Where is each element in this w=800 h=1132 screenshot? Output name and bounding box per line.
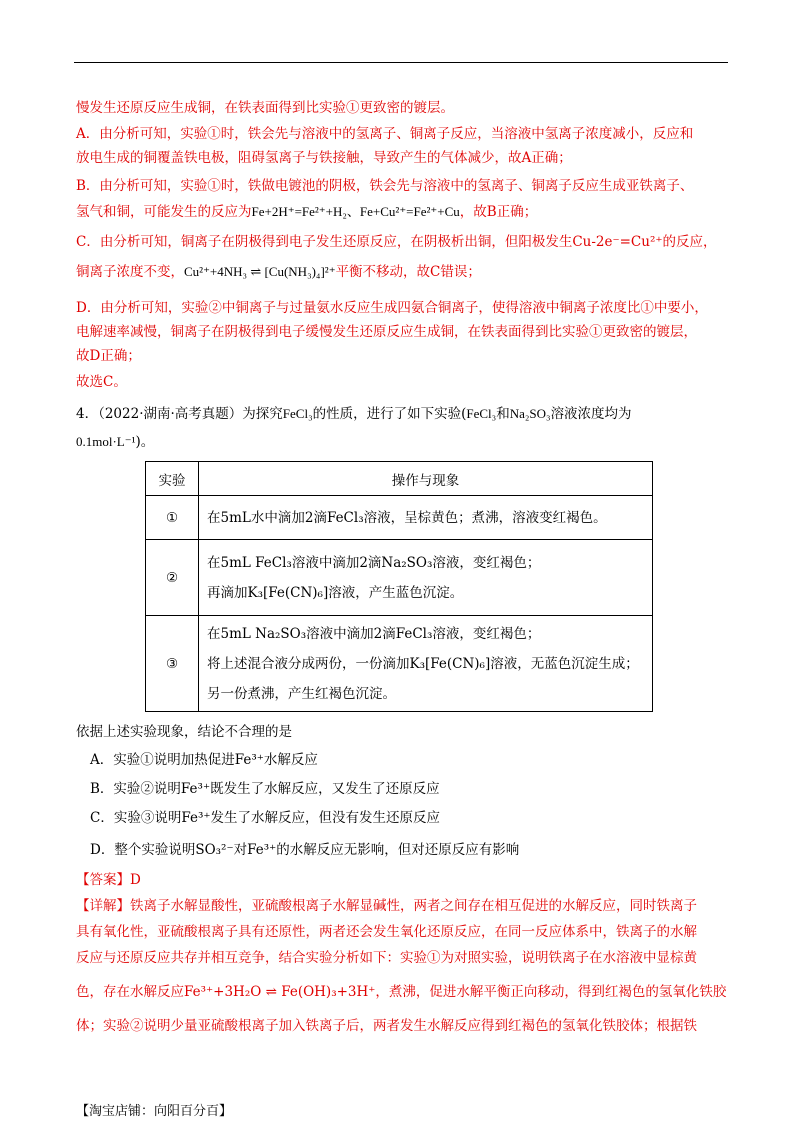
- experiment-description: 在5mL FeCl₃溶液中滴加2滴Na₂SO₃溶液，变红褐色； 再滴加K₃[Fe(CN)₆]溶液，产生蓝色沉淀。: [199, 540, 653, 616]
- explanation-line: 具有氧化性，亚硫酸根离子具有还原性，两者还会发生氧化还原反应，在同一反应体系中，铁离子的水解: [76, 924, 697, 940]
- question-4-line-1: 4．（2022·湖南·高考真题）为探究FeCl₃的性质，进行了如下实验(FeCl₃和Na₂SO₃溶液浓度均为: [76, 406, 632, 422]
- answer-label: 【答案】D: [76, 872, 141, 888]
- explanation-line: 【详解】铁离子水解显酸性，亚硫酸根离子水解显碱性，两者之间存在相互促进的水解反应，同时铁离子: [76, 898, 697, 914]
- choice-a: A．实验①说明加热促进Fe³⁺水解反应: [90, 752, 318, 768]
- equation-c: Cu²⁺+4NH₃ ⇌ [Cu(NH₃)₄]²⁺: [184, 264, 336, 279]
- table-row: [146, 616, 653, 712]
- choice-d: D．整个实验说明SO₃²⁻对Fe³⁺的水解反应无影响，但对还原反应有影响: [90, 842, 520, 858]
- experiment-description: 在5mL水中滴加2滴FeCl₃溶液，呈棕黄色；煮沸，溶液变红褐色。: [199, 496, 653, 540]
- choice-c: C．实验③说明Fe³⁺发生了水解反应，但没有发生还原反应: [90, 810, 440, 826]
- choice-b: B．实验②说明Fe³⁺既发生了水解反应，又发生了还原反应: [90, 781, 440, 797]
- option-b-line-1: B．由分析可知，实验①时，铁做电镀池的阴极，铁会先与溶液中的氢离子、铜离子反应生成亚铁离子、: [76, 178, 694, 194]
- option-a-line-2: 放电生成的铜覆盖铁电极，阻碍氢离子与铁接触，导致产生的气体减少，故A正确；: [76, 150, 572, 166]
- explanation-line: 体；实验②说明少量亚硫酸根离子加入铁离子后，两者发生水解反应得到红褐色的氢氧化铁胶体；根据铁: [76, 1018, 697, 1034]
- explanation-line: 色，存在水解反应Fe³⁺+3H₂O ⇌ Fe(OH)₃+3H⁺，煮沸，促进水解平衡正向移动，得到红褐色的氢氧化铁胶: [76, 984, 727, 1000]
- option-d-line-3: 故D正确；: [76, 348, 141, 364]
- question-4-line-2: 0.1mol·L⁻¹)。: [76, 434, 155, 450]
- experiment-table: [145, 461, 653, 712]
- option-d-line-2: 电解速率减慢，铜离子在阴极得到电子缓慢发生还原反应生成铜，在铁表面得到比实验①更致密的镀层，: [76, 324, 697, 340]
- option-b-line-2: 氢气和铜，可能发生的反应为Fe+2H⁺=Fe²⁺+H₂、Fe+Cu²⁺=Fe²⁺+Cu，故B正确；: [76, 204, 538, 220]
- experiment-description: 在5mL Na₂SO₃溶液中滴加2滴FeCl₃溶液，变红褐色； 将上述混合液分成两份，一份滴加K₃[Fe(CN)₆]溶液，无蓝色沉淀生成； 另一份煮沸，产生红褐色沉淀。: [199, 616, 653, 712]
- selection-line: 故选C。: [76, 374, 127, 390]
- text-line: 慢发生还原反应生成铜，在铁表面得到比实验①更致密的镀层。: [76, 100, 454, 116]
- table-row: [146, 540, 653, 616]
- footer-shop-label: 【淘宝店铺：向阳百分百】: [76, 1104, 233, 1119]
- table-row: [146, 496, 653, 540]
- option-a-line-1: A．由分析可知，实验①时，铁会先与溶液中的氢离子、铜离子反应，当溶液中氢离子浓度减小，反应和: [76, 126, 694, 142]
- question-stem: 依据上述实验现象，结论不合理的是: [76, 724, 292, 740]
- header-rule: [74, 62, 728, 63]
- experiment-number: ②: [146, 540, 199, 616]
- option-c-line-2: 铜离子浓度不变，Cu²⁺+4NH₃ ⇌ [Cu(NH₃)₄]²⁺平衡不移动，故C错误；: [76, 264, 481, 280]
- table-header-cell: 实验: [146, 462, 199, 496]
- option-d-line-1: D．由分析可知，实验②中铜离子与过量氨水反应生成四氨合铜离子，使得溶液中铜离子浓度比①中要小，: [76, 300, 708, 316]
- equation-b: Fe+2H⁺=Fe²⁺+H₂、Fe+Cu²⁺=Fe²⁺+Cu: [251, 204, 460, 219]
- table-header-row: [146, 462, 653, 496]
- table-header-cell: 操作与现象: [199, 462, 653, 496]
- option-c-line-1: C．由分析可知，铜离子在阴极得到电子发生还原反应，在阴极析出铜，但阳极发生Cu-2e⁻=Cu²⁺的反应，: [76, 234, 717, 250]
- experiment-number: ①: [146, 496, 199, 540]
- explanation-line: 反应与还原反应共存并相互竞争，结合实验分析如下：实验①为对照实验，说明铁离子在水溶液中显棕黄: [76, 950, 697, 966]
- experiment-number: ③: [146, 616, 199, 712]
